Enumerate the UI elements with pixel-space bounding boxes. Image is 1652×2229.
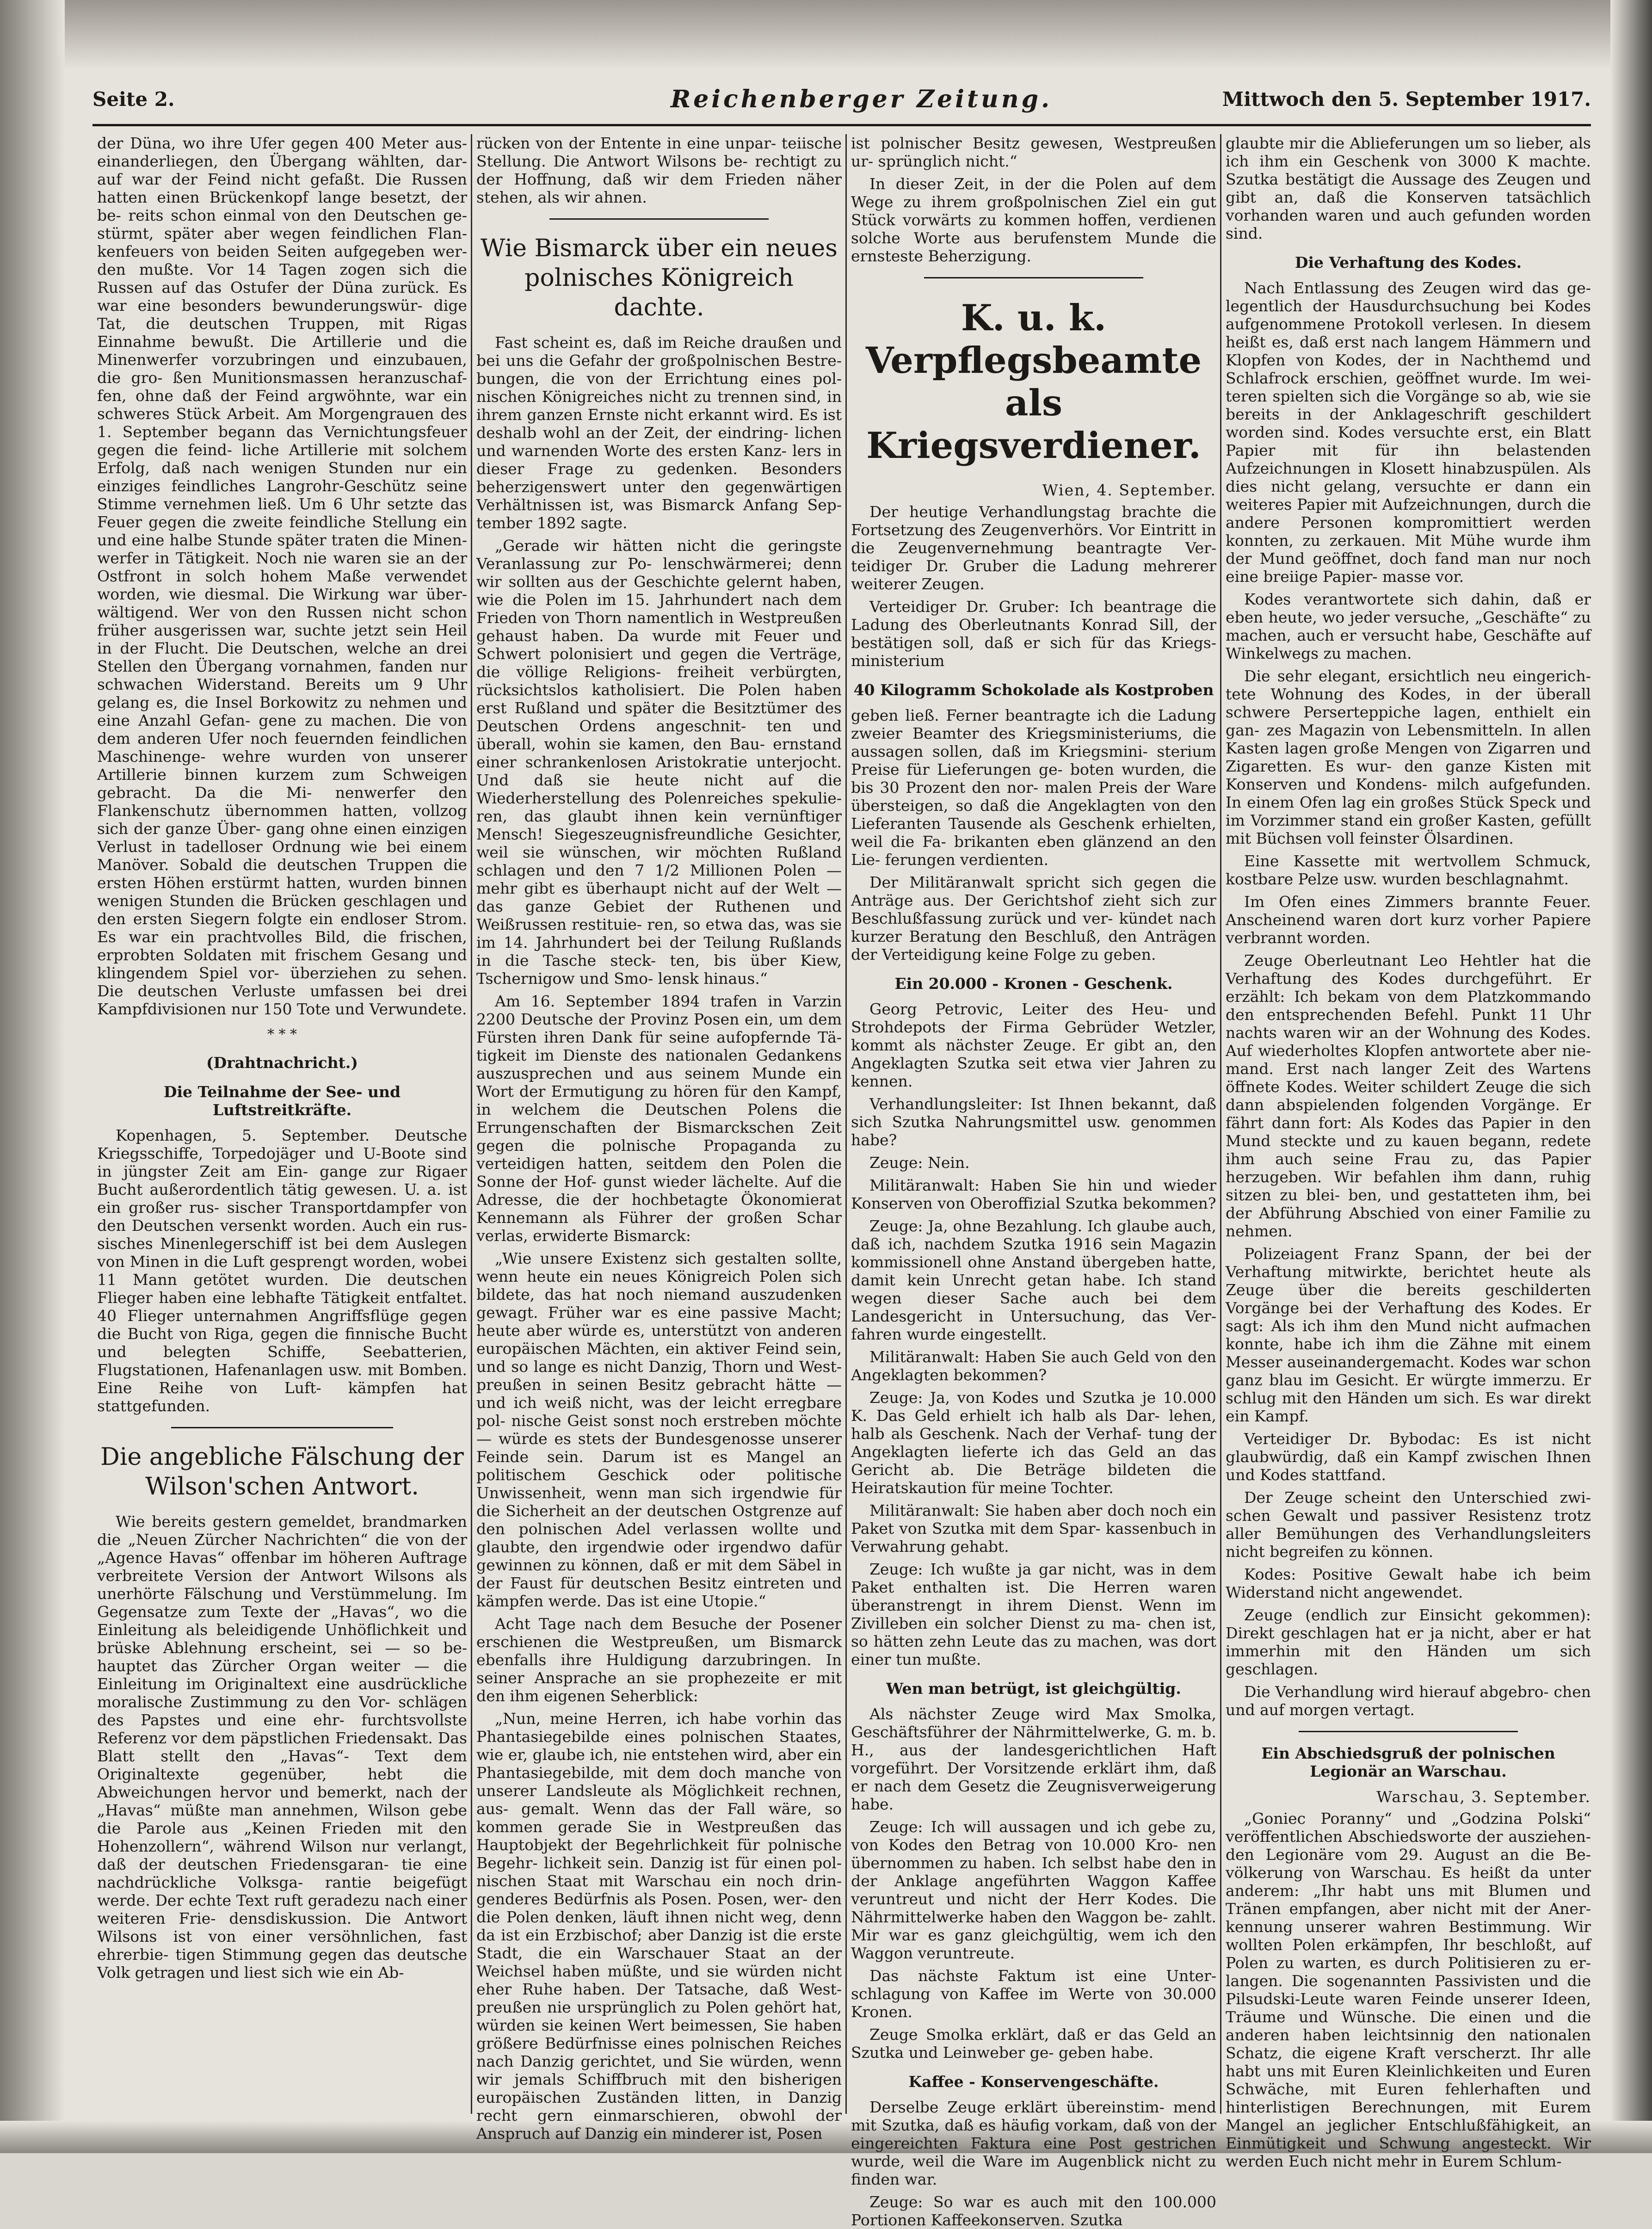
article-text: Militäranwalt: Sie haben aber doch noch ein Paket von Szutka mit dem Spar- kassenbuch in Verwahrung gehabt. <box>851 1501 1216 1556</box>
wire-note: (Drahtnachricht.) <box>206 1054 358 1072</box>
article-text: Am 16. September 1894 trafen in Varzin 2200 Deutsche der Provinz Posen ein, um dem Fürsten ihren Dank für seine aufopfernde Tä- tigkeit im Dienste des nationalen Gedankens auszusprechen und aus seinem Munde ein Wort der Ermutigung zu hören für den Kampf, in welchem die Deutschen Polens die Errungenschaften der Bismarckschen Zeit gegen die polnische Propaganda zu verteidigen hatten, seitdem den Polen die Sonne der Hof- gunst wieder lächelte. Auf die Adresse, die der hochbetagte Ökonomierat Kennemann als Führer der großen Schar verlas, erwiderte Bismarck: <box>476 992 842 1245</box>
article-separator <box>1299 1731 1518 1732</box>
article-text: rücken von der Entente in eine unpar- teiische Stellung. Die Antwort Wilsons be- rechtigt zu der Hoffnung, daß wir dem Frieden näher stehen, als wir ahnen. <box>476 134 842 206</box>
scan-edge-top <box>0 0 1652 69</box>
article-text: geben ließ. Ferner beantragte ich die Ladung zweier Beamter des Kriegsministeriums, die aussagen sollen, daß im Kriegsmini- sterium Preise für Lieferungen ge- boten wurden, die bis 30 Prozent den nor- malen Preis der Ware übersteigen, so daß die Angeklagten von den Lieferanten Tausende als Geschenk erhielten, weil die Fa- brikanten eben glänzend an den Lie- ferungen verdienten. <box>851 706 1216 869</box>
article-text: Kopenhagen, 5. September. Deutsche Kriegsschiffe, Torpedojäger und U-Boote sind in jüngster Zeit am Ein- gange zur Rigaer Bucht außerordentlich tätig gewesen. U. a. ist ein großer rus- sischer Transportdampfer von den Deutschen versenkt worden. Auch ein rus- sisches Minenlegerschiff ist bei dem Auslegen von Minen in die Luft gesprengt worden, wobei 11 Mann getötet wurden. Die deutschen Flieger haben eine lebhafte Tätigkeit entfaltet. 40 Flieger unternahmen Angriffsflüge gegen die Bucht von Riga, gegen die finnische Bucht und belegten Schiffe, Seebatterien, Flugstationen, Hafenanlagen usw. mit Bomben. Eine Reihe von Luft- kämpfen hat stattgefunden. <box>97 1126 467 1415</box>
article-text: „Gerade wir hätten nicht die geringste Veranlassung zur Po- lenschwärmerei; denn wir sollten aus der Geschichte gelernt haben, wie die Polen im 15. Jahrhundert nach dem Frieden von Thorn namentlich in Westpreußen gehaust haben. Da wurde mit Feuer und Schwert polonisiert und gegen die Verträge, die völlige Religions- freiheit verbürgten, rücksichtslos katholisiert. Die Polen haben erst Rußland und später die Besitztümer des Deutschen Ordens angeschnit- ten und überall, wohin sie kamen, den Bau- ernstand einer schrankenlosen Aristokratie unterjocht. Und daß sie heute nicht auf die Wiederherstellung des Polenreiches spekulie- ren, das glaubt ihnen kein vernünftiger Mensch! Siegeszeugnisfreundliche Gesichter, weil sie wünschen, wir möchten Rußland schlagen und den 7 1/2 Millionen Polen — mehr gibt es überhaupt nicht auf der Welt — das ganze Gebiet der Ruthenen und Weißrussen restituie- ren, so etwa das, was sie im 14. Jahrhundert bei der Teilung Rußlands in die Tasche steck- ten, bis über Kiew, Tschernigow und Smo- lensk hinaus.“ <box>476 537 842 988</box>
article-text: Derselbe Zeuge erklärt übereinstim- mend mit Szutka, daß es häufig vorkam, daß von der eingereichten Faktura eine Post gestrichen wurde, weil die Ware im Augenblick nicht zu finden war. <box>851 2098 1216 2188</box>
subheading: Ein 20.000 - Kronen - Geschenk. <box>894 975 1173 993</box>
article-text: „Goniec Poranny“ und „Godzina Polski“ veröffentlichen Abschiedsworte der ausziehen- den Legionäre vom 29. August an die Be- völkerung von Warschau. Es heißt da unter anderem: „Ihr habt uns mit Blumen und Tränen empfangen, aber nicht mit der Aner- kennung unserer wahren Bestimmung. Wir wollten Polen erkämpfen, Ihr beschloßt, auf Polen zu warten, es durch Politisieren zu er- langen. Die sogenannten Passivisten und die Pilsudski-Leute waren Feinde unserer Ideen, Träume und Wünsche. Die einen und die anderen haben leichtsinnig den nationalen Schatz, die eigene Kraft verscherzt. Ihr alle habt uns mit Euren Kleinlichkeiten und Euren Schwäche, mit Euren fehlerhaften und hinterlistigen Berechnungen, mit Eurem Mangel an jeglicher Entschlußfähigkeit, an Einmütigkeit und Schwung angesteckt. Wir werden Euch nicht mehr in Eurem Schlum- <box>1226 1809 1591 2170</box>
article-text: ist polnischer Besitz gewesen, Westpreußen ur- sprünglich nicht.“ <box>851 134 1216 170</box>
article-headline: Wie Bismarck über ein neues polnisches Königreich dachte. <box>481 235 838 321</box>
dateline: Wien, 4. September. <box>1042 481 1216 499</box>
dateline: Warschau, 3. September. <box>1376 1788 1591 1806</box>
article-text: Zeuge (endlich zur Einsicht gekommen): Direkt geschlagen hat er ja nicht, aber er hat immerhin mit den Händen um sich geschlagen. <box>1226 1606 1591 1678</box>
article-text: Kodes verantwortete sich dahin, daß er eben heute, wo jeder versuche, „Geschäfte“ zu machen, auch er versucht habe, Geschäfte auf Winkelwegs zu machen. <box>1226 590 1591 662</box>
article-text: Der Zeuge scheint den Unterschied zwi- schen Gewalt und passiver Resistenz trotz aller Bemühungen des Verhandlungsleiters nicht begreifen zu können. <box>1226 1488 1591 1561</box>
article-headline: Die angebliche Fälschung der Wilson'schen Antwort. <box>100 1443 464 1500</box>
article-text: Kodes: Positive Gewalt habe ich beim Widerstand nicht angewendet. <box>1226 1565 1591 1601</box>
article-text: Als nächster Zeuge wird Max Smolka, Geschäftsführer der Nährmittelwerke, G. m. b. H., aus der landesgerichtlichen Haft vorgeführt. Der Vorsitzende erklärt ihm, daß er nach dem Gesetz die Zeugnisverweigerung habe. <box>851 1705 1216 1813</box>
article-text: Der heutige Verhandlungstag brachte die Fortsetzung des Zeugenverhörs. Vor Eintritt in die Zeugenvernehmung beantragte Ver- teidiger Dr. Gruber die Ladung mehrerer weiterer Zeugen. <box>851 503 1216 593</box>
article-text: Verteidiger Dr. Gruber: Ich beantrage die Ladung des Oberleutnants Konrad Sill, der bestätigen soll, daß er sich für das Kriegs- ministerium <box>851 598 1216 670</box>
article-text: Verteidiger Dr. Bybodac: Es ist nicht glaubwürdig, daß ein Kampf zwischen Ihnen und Kodes stattfand. <box>1226 1430 1591 1484</box>
subheading: 40 Kilogramm Schokolade als Kostproben <box>853 681 1214 699</box>
article-text: Georg Petrovic, Leiter des Heu- und Strohdepots der Firma Gebrüder Wetzler, kommt als nächster Zeuge. Er gibt an, den Angeklagten Szutka seit etwa vier Jahren zu kennen. <box>851 1000 1216 1090</box>
masthead-rule <box>92 124 1591 126</box>
article-text: Zeuge: Ja, von Kodes und Szutka je 10.000 K. Das Geld erhielt ich halb als Dar- lehen, halb als Geschenk. Nach der Verhaf- tung der Angeklagten lieferte ich das Geld an das Gericht ab. Die Beträge bildeten die Heiratskaution für meine Tochter. <box>851 1389 1216 1497</box>
article-text: Zeuge: Ja, ohne Bezahlung. Ich glaube auch, daß ich, nachdem Szutka 1916 sein Magazin kommissionell ohne Anstand übergeben hatte, damit kein Unrecht getan habe. Ich stand wegen dieser Sache auch bei dem Landesgericht in Untersuchung, das Ver- fahren wurde eingestellt. <box>851 1217 1216 1343</box>
article-text: Zeuge: Ich wußte ja gar nicht, was in dem Paket enthalten ist. Die Herren waren überanstrengt in ihrem Dienst. Wenn im Zivilleben ein solcher Dienst zu ma- chen ist, so hätten zehn Leute das zu machen, was dort einer tun mußte. <box>851 1560 1216 1668</box>
column-3 <box>851 134 1216 2229</box>
column-1 <box>97 134 467 2077</box>
issue-date: Mittwoch den 5. September 1917. <box>1222 88 1591 111</box>
column-divider <box>1220 134 1221 2114</box>
column-divider <box>471 134 472 2114</box>
article-text: Wie bereits gestern gemeldet, brandmarken die „Neuen Zürcher Nachrichten“ die von der „Agence Havas“ offenbar im höheren Auftrage verbreitete Version der Antwort Wilsons als unerhörte Fälschung und Verstümmelung. Im Gegensatze zum Texte der „Havas“, wo die Einleitung als beleidigende Unhöflichkeit und brüske Ablehnung erscheint, sei — so be- hauptet das Zürcher Organ weiter — die Einleitung im Originaltext eine ausdrückliche moralische Zustimmung zu den Vor- schlägen des Papstes und eine ehr- furchtsvollste Referenz vor dem päpstlichen Friedensakt. Das Blatt stellt den „Havas“- Text dem Originaltexte gegenüber, hebt die Abweichungen hervor und bemerkt, nach der „Havas“ müßte man annehmen, Wilson gebe die Parole aus „Keinen Frieden mit den Hohenzollern“, während Wilson nur verlangt, daß der deutschen Friedensgaran- tie eine nachdrückliche Volksga- rantie beigefügt werde. Der echte Text ruft geradezu nach einer weiteren Frie- densdiskussion. Die Antwort Wilsons ist von einer versöhnlichen, fast ehrerbie- tigen Stimmung gegen das deutsche Volk getragen und liest sich wie ein Ab- <box>97 1513 467 1982</box>
page-number: Seite 2. <box>92 88 175 111</box>
column-2 <box>476 134 842 2143</box>
article-headline: Ein Abschiedsgruß der polnischen Legionär an Warschau. <box>1261 1744 1555 1780</box>
article-text: Zeuge: Nein. <box>869 1154 970 1172</box>
article-separator <box>549 218 769 220</box>
article-text: Verhandlungsleiter: Ist Ihnen bekannt, daß sich Szutka Nahrungsmittel usw. genommen habe? <box>851 1095 1216 1149</box>
article-text: Im Ofen eines Zimmers brannte Feuer. Anscheinend waren dort kurz vorher Papiere verbrannt worden. <box>1226 893 1591 947</box>
column-4 <box>1226 134 1591 2170</box>
newspaper-title: Reichenberger Zeitung. <box>671 85 1053 113</box>
article-text: Militäranwalt: Haben Sie hin und wieder Konserven von Oberoffizial Szutka bekommen? <box>851 1176 1216 1212</box>
scan-edge-left <box>0 0 65 2153</box>
article-text: „Nun, meine Herren, ich habe vorhin das Phantasiegebilde eines polnischen Staates, wie er, glaube ich, nie entstehen wird, aber ein Phantasiegebilde, mit dem doch manche von unserer Landsleute als Möglichkeit rechnen, aus- gemalt. Wenn das der Fall wäre, so kommen gerade Sie in Westpreußen das Hauptobjekt der Begehrlichkeit für polnische Begehr- lichkeit sein. Danzig ist für einen pol- nischen Staat mit Warschau ein noch drin- genderes Bedürfnis als Posen. Posen, wer- den die Polen denken, läuft ihnen nicht weg, denn da ist ein Erzbischof; aber Danzig ist die erste Stadt, die ein Warschauer Staat an der Weichsel haben müßte, und sie würden nicht eher Ruhe haben. Der Tatsache, daß West- preußen nie ursprünglich zu Polen gehört hat, würden sie keinen Wert beimessen, Sie haben größere Bedürfnisse eines polnischen Reiches nach Danzig gerichtet, und Sie würden, wenn wir jemals Schiffbruch mit den bisherigen europäischen Zuständen litten, in Danzig recht gern einmarschieren, obwohl der Anspruch auf Danzig ein minderer ist, Posen <box>476 1710 842 2143</box>
article-text: Die Verhandlung wird hierauf abgebro- chen und auf morgen vertagt. <box>1226 1683 1591 1719</box>
article-text: Zeuge: So war es auch mit den 100.000 Portionen Kaffeekonserven. Szutka <box>851 2193 1216 2229</box>
article-text: Der Militäranwalt spricht sich gegen die Anträge aus. Der Gerichtshof zieht sich zur Beschlußfassung zurück und ver- kündet nach kurzer Beratung den Beschluß, den Anträgen der Verteidigung keine Folge zu geben. <box>851 873 1216 963</box>
article-text: „Wie unsere Existenz sich gestalten sollte, wenn heute ein neues Königreich Polen sich bildete, das hat noch niemand auszudenken gewagt. Früher war es eine passive Macht; heute aber würde es, unterstützt von anderen europäischen Mächten, ein aktiver Feind sein, und so lange es nicht Danzig, Thorn und West- preußen in seinen Besitz gebracht hätte — und ich weiß nicht, was der leicht erregbare pol- nische Geist sonst noch erstreben möchte — würde es stets der Bundesgenosse unserer Feinde sein. Darum ist es Mangel an politischem Geschick oder politische Unwissenheit, wenn man sich irgendwie für die Sicherheit an der deutschen Ostgrenze auf den polnischen Adel verlassen wollte und glaubte, den irgendwie oder irgendwo dafür gewinnen zu können, daß er mit dem Säbel in der Faust für deutschen Besitz eintreten und kämpfen werde. Das ist eine Utopie.“ <box>476 1249 842 1610</box>
article-text: Polizeiagent Franz Spann, der bei der Verhaftung mitwirkte, berichtet heute als Zeuge über die bereits geschilderten Vorgänge bei der Verhaftung des Kodes. Er sagt: Als ich ihm den Mund nicht aufmachen konnte, habe ich ihm die Zähne mit einem Messer auseinandergemacht. Kodes war schon ganz blau im Gesicht. Er würgte immerzu. Er schlug mit den Händen um sich. Es war direkt ein Kampf. <box>1226 1245 1591 1425</box>
subheading: Wen man betrügt, ist gleichgültig. <box>886 1679 1181 1698</box>
article-separator <box>171 1427 393 1428</box>
article-text: der Düna, wo ihre Ufer gegen 400 Meter aus- einanderliegen, den Übergang wählten, dar- auf war der Feind nicht gefaßt. Die Russen hatten einen Brückenkopf lange besetzt, der be- reits schon einmal von den Deutschen ge- stürmt, später aber wegen feindlichen Flan- kenfeuers von beiden Seiten aufgegeben wer- den mußte. Vor 14 Tagen zogen sich die Russen auf das Ostufer der Düna zurück. Es war eine besonders bewunderungswür- dige Tat, die deutschen Truppen, mit Rigas Einnahme bewußt. Die Artillerie und die Minenwerfer vorzubringen und einzubauen, die gro- ßen Munitionsmassen heranzuschaf- fen, ohne daß der Feind argwöhnte, war ein schweres Stück Arbeit. Am Morgengrauen des 1. September begann das Vernichtungsfeuer gegen die feind- liche Artillerie mit solchem Erfolg, daß nach wenigen Stunden nur ein einziges feindliches Langrohr-Geschütz seine Stimme vernehmen ließ. Um 6 Uhr setzte das Feuer gegen die zweite feindliche Stellung ein und eine halbe Stunde später traten die Minen- werfer in Tätigkeit. Noch nie waren sie an der Ostfront in solch hohem Maße verwendet worden, wie diesmal. Die Wirkung war über- wältigend. Wer von den Russen nicht schon früher ausgerissen war, suchte jetzt sein Heil in der Flucht. Die Deutschen, welche an drei Stellen den Übergang vornahmen, fanden nur schwachen Widerstand. Bereits um 9 Uhr gelang es, die Insel Borkowitz zu nehmen und eine Anzahl Gefan- gene zu machen. Die von dem anderen Ufer noch feuernden feindlichen Maschinenge- wehre wurden von unserer Artillerie binnen kurzem zum Schweigen gebracht. Da die Mi- nenwerfer den Flankenschutz übernommen hatten, vollzog sich der ganze Über- gang ohne einen einzigen Verlust in tadelloser Ordnung wie bei einem Manöver. Sobald die deutschen Truppen die ersten Höhen erstürmt hatten, wurden binnen wenigen Stunden die Brücken geschlagen und den ersten Siegern folgte ein endloser Strom. Es war ein prachtvolles Bild, die frischen, erprobten Soldaten mit frischem Gesang und klingendem Spiel vor- überziehen zu sehen. Die deutschen Verluste umfassen bei drei Kampfdivisionen nur 150 Tote und Verwundete. <box>97 134 467 1018</box>
article-text: Das nächste Faktum ist eine Unter- schlagung von Kaffee im Werte von 30.000 Kronen. <box>851 1967 1216 2021</box>
scan-edge-right <box>1610 0 1652 2153</box>
article-text: Zeuge: Ich will aussagen und ich gebe zu, von Kodes den Betrag von 10.000 Kro- nen übernommen zu haben. Ich selbst habe den in der Anklage angeführten Waggon Kaffee veruntreut und nicht der Herr Kodes. Die Nährmittelwerke haben den Waggon be- zahlt. Mir war es ganz gleichgültig, wem ich den Waggon veruntreute. <box>851 1818 1216 1962</box>
column-divider <box>845 134 847 2114</box>
article-text: In dieser Zeit, in der die Polen auf dem Wege zu ihrem großpolnischen Ziel ein gut Stück vorwärts zu kommen hoffen, verdienen solche Worte aus berufenstem Munde die ernsteste Beherzigung. <box>851 175 1216 265</box>
section-separator: * * * <box>267 1026 297 1043</box>
subheading: Die Verhaftung des Kodes. <box>1294 253 1522 272</box>
article-text: Die sehr elegant, ersichtlich neu eingerich- tete Wohnung des Kodes, in der überall schwere Perserteppiche lagen, enthielt ein gan- zes Magazin von Lebensmitteln. In allen Kasten lagen große Mengen von Zigarren und Zigaretten. Es wur- den ganze Kisten mit Konserven und Kondens- milch aufgefunden. In einem Ofen lag ein großes Stück Speck und im Vorzimmer stand ein großer Kasten, gefüllt mit Büchsen voll feinster Ölsardinen. <box>1226 667 1591 847</box>
article-text: Nach Entlassung des Zeugen wird das ge- legentlich der Hausdurchsuchung bei Kodes aufgenommene Protokoll verlesen. In diesem heißt es, daß erst nach langem Hämmern und Klopfen von Kodes, der in Nachthemd und Schlafrock erschien, geöffnet wurde. Im wei- teren spielten sich die Vorgänge so ab, wie sie bereits in der Anklageschrift geschildert worden sind. Kodes versuchte erst, ein Blatt Papier mit für ihn belastenden Aufzeichnungen in Klosett hinabzuspülen. Als dies nicht gelang, versuchte er dann ein weiteres Papier mit Aufzeichnungen, durch die andere Personen kompromittiert werden konnten, zu zerkauen. Mit Mühe wurde ihm der Mund geöffnet, doch fand man nur noch eine breiige Papier- masse vor. <box>1226 279 1591 586</box>
subheading: Kaffee - Konservengeschäfte. <box>908 2073 1159 2091</box>
article-text: Acht Tage nach dem Besuche der Posener erschienen die Westpreußen, um Bismarck ebenfalls ihre Huldigung darzubringen. In seiner Ansprache an sie prophezeite er mit den ihm eigenen Seherblick: <box>476 1615 842 1705</box>
article-text: Zeuge Smolka erklärt, daß er das Geld an Szutka und Leinweber ge- geben habe. <box>851 2025 1216 2062</box>
article-text: Fast scheint es, daß im Reiche draußen und bei uns die Gefahr der großpolnischen Bestre- bungen, die von der Errichtung eines pol- nischen Königreiches nicht zu trennen sind, in ihrem ganzen Ernste nicht erkannt wird. Es ist deshalb wohl an der Zeit, der eindring- lichen und warnenden Worte des ersten Kanz- lers in dieser Frage zu gedenken. Besonders beherzigenswert unter den gegenwärtigen Verhältnissen ist, was Bismarck Anfang Sep- tember 1892 sagte. <box>476 333 842 532</box>
article-text: Militäranwalt: Haben Sie auch Geld von den Angeklagten bekommen? <box>851 1348 1216 1384</box>
masthead <box>92 85 1591 120</box>
article-text: glaubte mir die Ablieferungen um so lieber, als ich ihm ein Geschenk von 3000 K machte. Szutka bestätigt die Aussage des Zeugen und gibt an, daß die Konserven tatsächlich vorhanden waren und auch gefunden worden sind. <box>1226 134 1591 242</box>
article-headline: K. u. k. Verpflegsbeamte als Kriegsverdiener. <box>865 297 1202 467</box>
article-separator <box>924 277 1143 278</box>
subheading: Die Teilnahme der See- und Luftstreitkräfte. <box>163 1083 401 1119</box>
article-text: Eine Kassette mit wertvollem Schmuck, kostbare Pelze usw. wurden beschlagnahmt. <box>1226 852 1591 888</box>
article-text: Zeuge Oberleutnant Leo Hehtler hat die Verhaftung des Kodes durchgeführt. Er erzählt: Ich bekam von dem Platzkommando den entsprechenden Befehl. Punkt 11 Uhr nachts waren wir an der Wohnung des Kodes. Auf wiederholtes Klopfen antwortete aber nie- mand. Erst nach langer Zeit des Wartens öffnete Kodes. Weiter schildert Zeuge die sich dann abspielenden folgenden Vorgänge. Er fährt dann fort: Als Kodes das Papier in den Mund steckte und zu kauen begann, redete ihm auch seine Frau zu, das Papier herzugeben. Wir befahlen ihm dann, ruhig sitzen zu blei- ben, und gestatteten ihm, bei der Abführung Abschied von einer Familie zu nehmen. <box>1226 951 1591 1240</box>
